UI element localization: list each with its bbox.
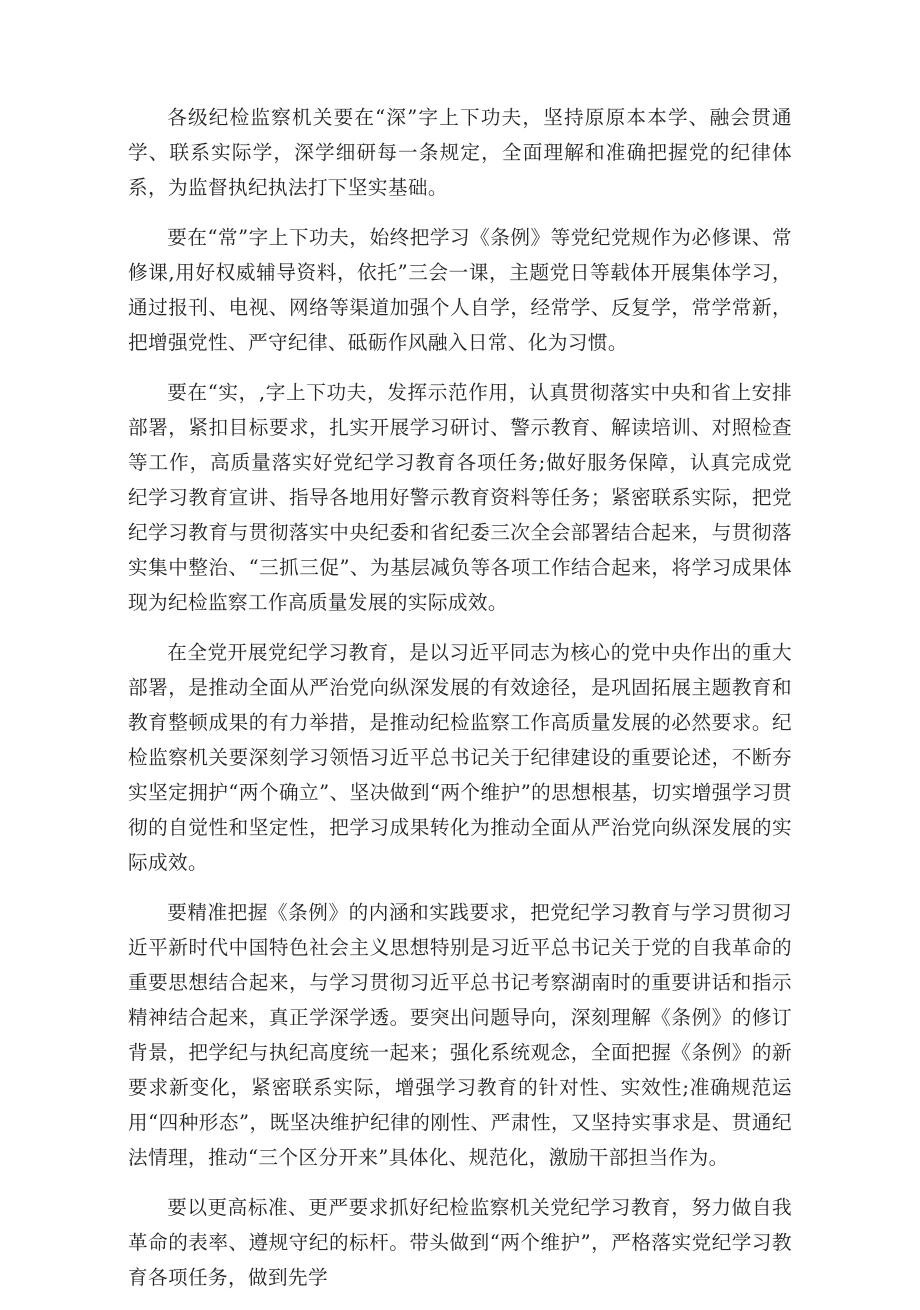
paragraph: 要在“实，,字上下功夫，发挥示范作用，认真贯彻落实中央和省上安排部署，紧扣目标要求，扎实开展学习研讨、警示教育、解读培训、对照检查等工作，高质量落实好党纪学习教育各项任务;做好服务保障，认真完成党纪学习教育宣讲、指导各地用好警示教育资料等任务；紧密联系实际，把党纪学习教育与贯彻落实中央纪委和省纪委三次全会部署结合起来，与贯彻落实集中整治、“三抓三促”、为基层减负等各项工作结合起来，将学习成果体现为纪检监察工作高质量发展的实际成效。 <box>128 381 792 614</box>
paragraph: 要在“常”字上下功夫，始终把学习《条例》等党纪党规作为必修课、常修课,用好权威辅导资料，依托”三会一课，主题党日等载体开展集体学习，通过报刊、电视、网络等渠道加强个人自学，经常学、反复学，常学常新，把增强党性、严守纪律、砥砺作风融入日常、化为习惯。 <box>128 226 792 354</box>
document-body <box>128 100 792 1310</box>
paragraph: 要精准把握《条例》的内涵和实践要求，把党纪学习教育与学习贯彻习近平新时代中国特色社会主义思想特别是习近平总书记关于党的自我革命的重要思想结合起来，与学习贯彻习近平总书记考察湖南时的重要讲话和指示精神结合起来，真正学深学透。要突出问题导向，深刻理解《条例》的修订背景，把学纪与执纪高度统一起来；强化系统观念，全面把握《条例》的新要求新变化，紧密联系实际，增强学习教育的针对性、实效性;准确规范运用“四种形态”，既坚决维护纪律的刚性、严肃性，又坚持实事求是、贯通纪法情理，推动“三个区分开来”具体化、规范化，激励干部担当作为。 <box>128 901 792 1169</box>
paragraph: 在全党开展党纪学习教育，是以习近平同志为核心的党中央作出的重大部署，是推动全面从严治党向纵深发展的有效途径，是巩固拓展主题教育和教育整顿成果的有力举措，是推动纪检监察工作高质量发展的必然要求。纪检监察机关要深刻学习领悟习近平总书记关于纪律建设的重要论述，不断夯实坚定拥护“两个确立”、坚决做到“两个维护”的思想根基，切实增强学习贯彻的自觉性和坚定性，把学习成果转化为推动全面从严治党向纵深发展的实际成效。 <box>128 641 792 874</box>
paragraph: 要以更高标准、更严要求抓好纪检监察机关党纪学习教育，努力做自我革命的表率、遵规守纪的标杆。带头做到“两个维护”，严格落实党纪学习教育各项任务，做到先学 <box>128 1196 792 1289</box>
paragraph: 各级纪检监察机关要在“深”字上下功夫，坚持原原本本学、融会贯通学、联系实际学，深学细研每一条规定，全面理解和准确把握党的纪律体系，为监督执纪执法打下坚实基础。 <box>128 106 792 199</box>
